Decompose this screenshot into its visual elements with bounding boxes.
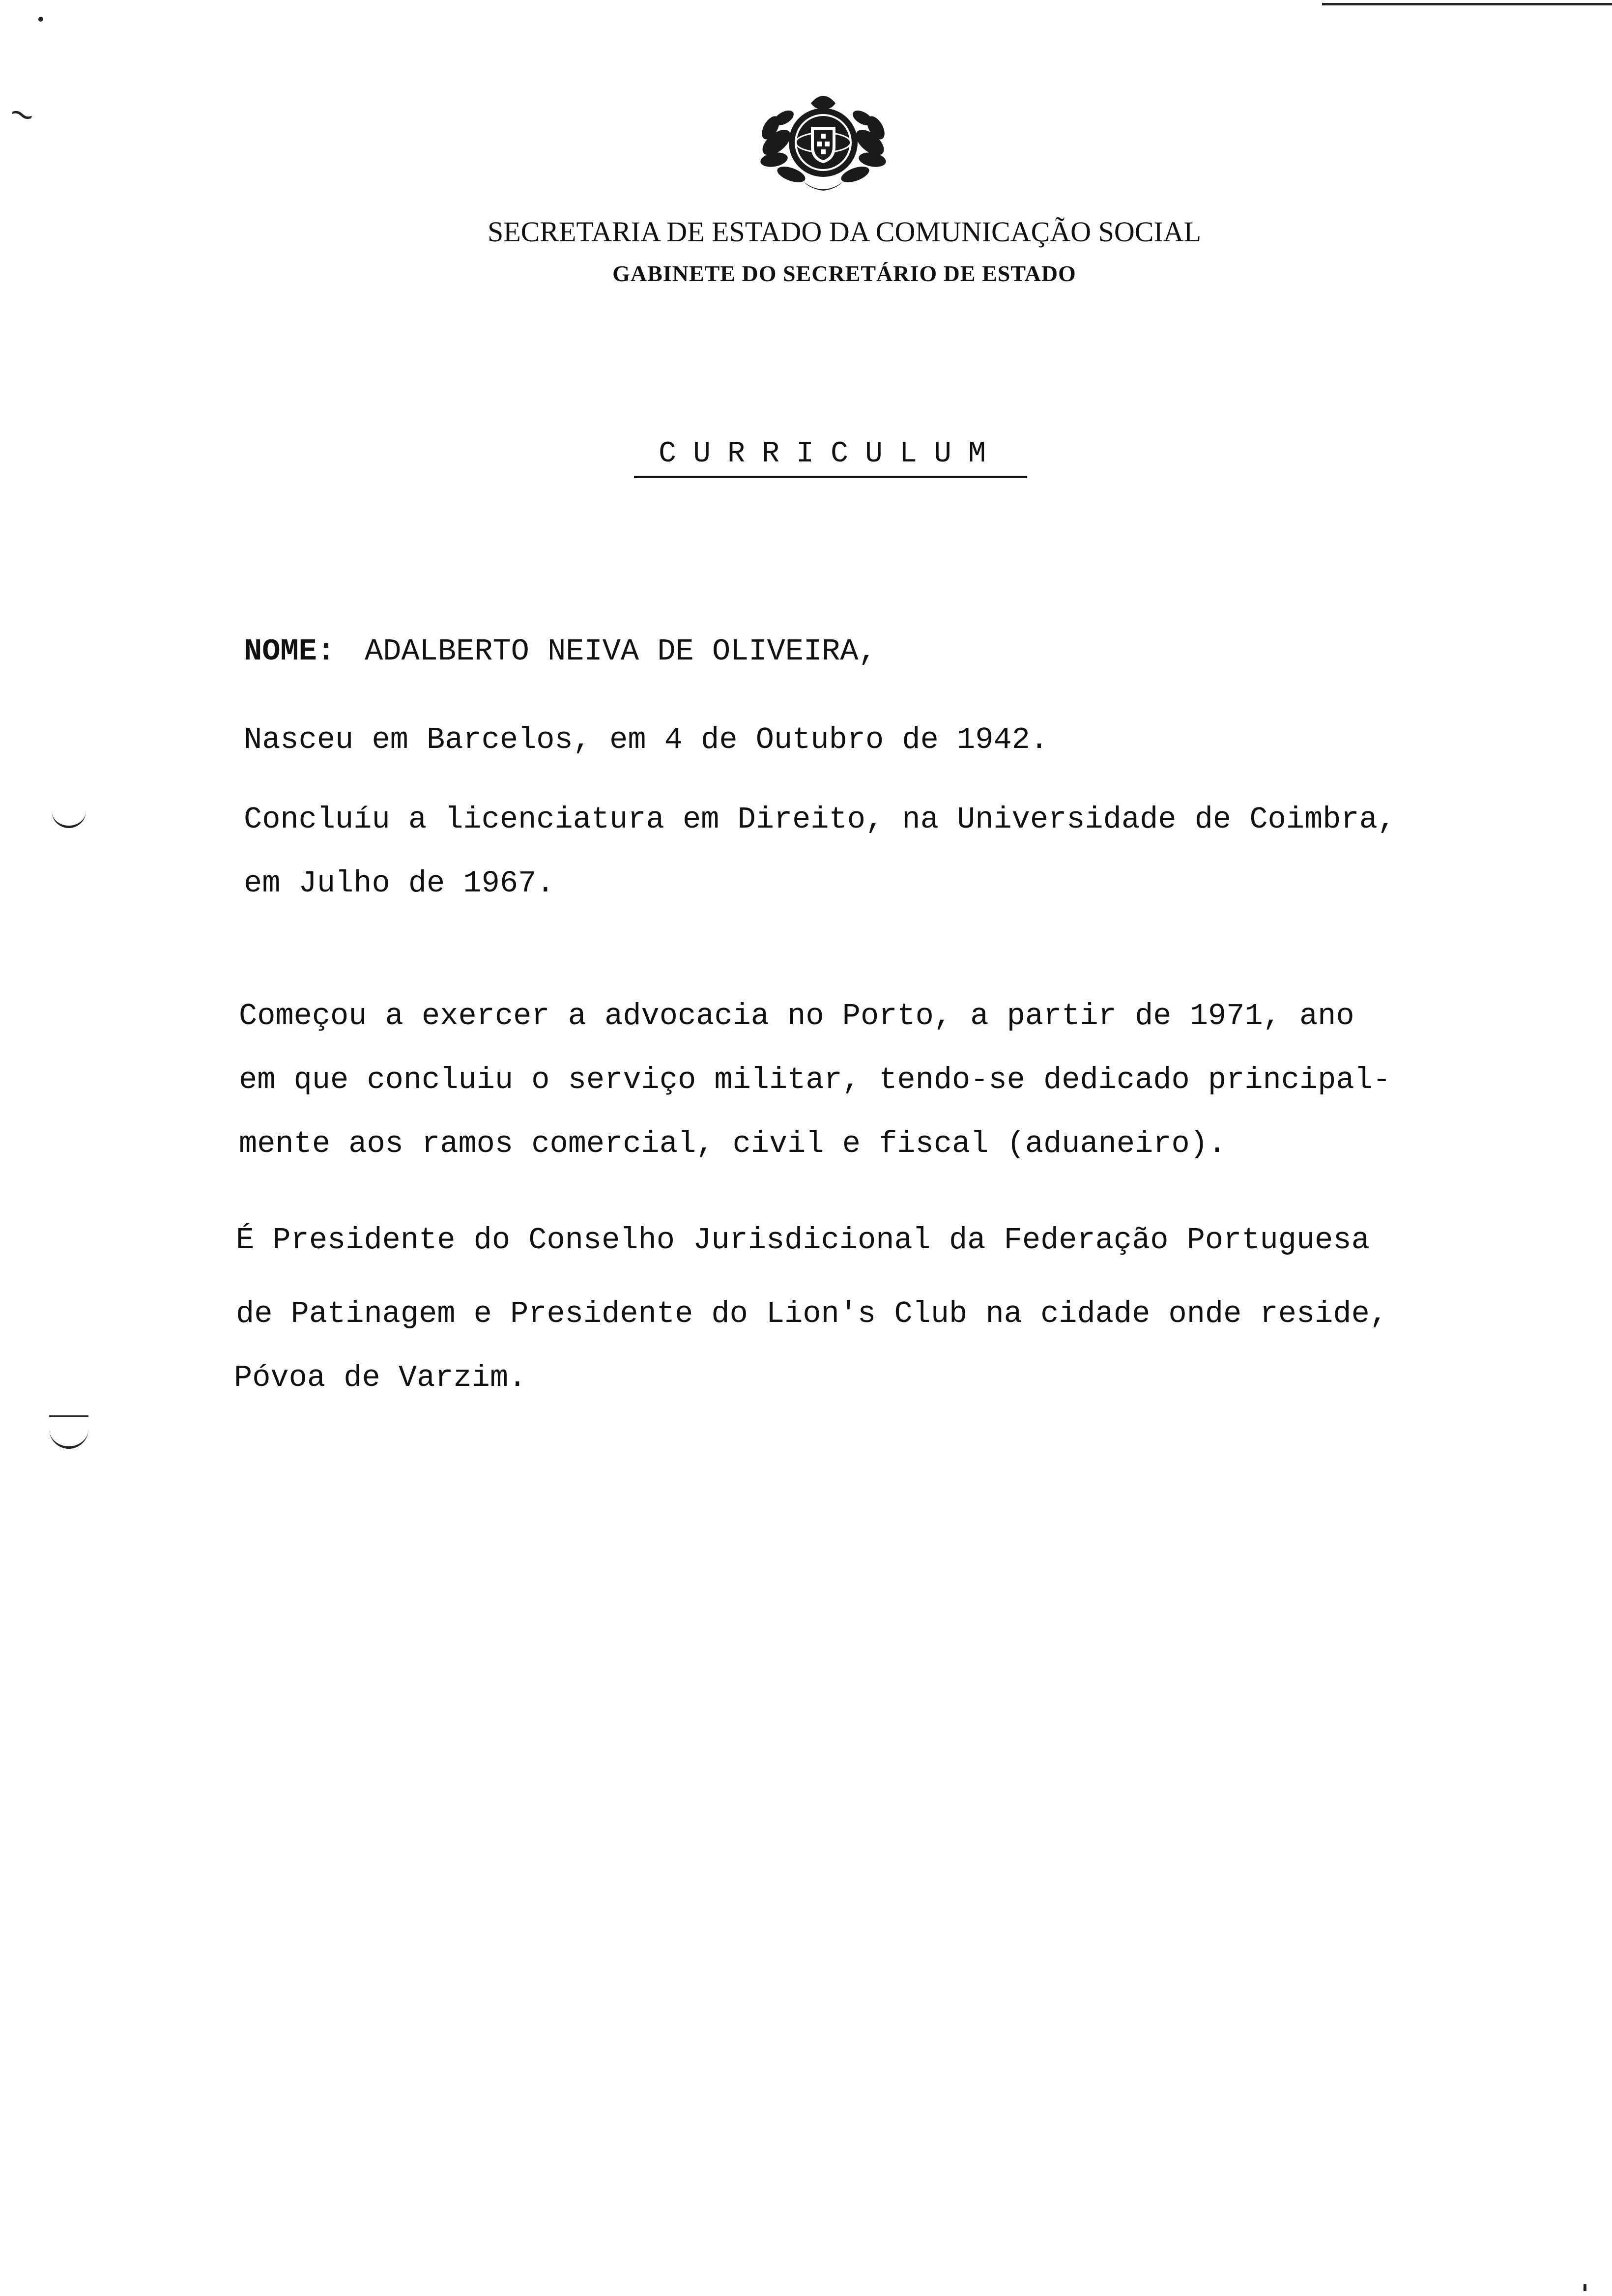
body-line-degree-date: em Julho de 1967. xyxy=(244,866,555,901)
scan-edge-line xyxy=(1322,3,1612,5)
punch-hole-mark xyxy=(52,806,86,828)
body-line-roles-2: de Patinagem e Presidente do Lion's Club na cidade onde reside, xyxy=(236,1296,1388,1331)
coat-of-arms-emblem xyxy=(757,88,890,197)
scan-mark: ~ xyxy=(3,93,41,136)
body-line-roles-1: É Presidente do Conselho Jurisdicional da Federação Portuguesa xyxy=(236,1223,1370,1258)
name-label: NOME: xyxy=(244,634,336,669)
scan-speck xyxy=(38,17,43,22)
body-line-career-2: em que concluiu o serviço militar, tendo-se dedicado principal- xyxy=(239,1062,1391,1097)
body-line-career-3: mente aos ramos comercial, civil e fiscal (aduaneiro). xyxy=(239,1126,1227,1161)
cabinet-subtitle: GABINETE DO SECRETÁRIO DE ESTADO xyxy=(612,261,1076,286)
body-line-roles-3: Póvoa de Varzim. xyxy=(234,1360,527,1395)
ministry-title: SECRETARIA DE ESTADO DA COMUNICAÇÃO SOCIAL xyxy=(487,216,1202,248)
document-title: CURRICULUM xyxy=(634,437,1027,478)
body-line-degree: Concluíu a licenciatura em Direito, na Universidade de Coimbra, xyxy=(244,802,1396,837)
scan-speck xyxy=(1583,2284,1586,2291)
name-value: ADALBERTO NEIVA DE OLIVEIRA, xyxy=(365,634,877,669)
body-line-birth: Nasceu em Barcelos, em 4 de Outubro de 1942. xyxy=(244,722,1049,757)
name-line xyxy=(244,634,877,669)
punch-hole-mark xyxy=(49,1415,88,1449)
body-line-career-1: Começou a exercer a advocacia no Porto, a partir de 1971, ano xyxy=(239,999,1354,1033)
